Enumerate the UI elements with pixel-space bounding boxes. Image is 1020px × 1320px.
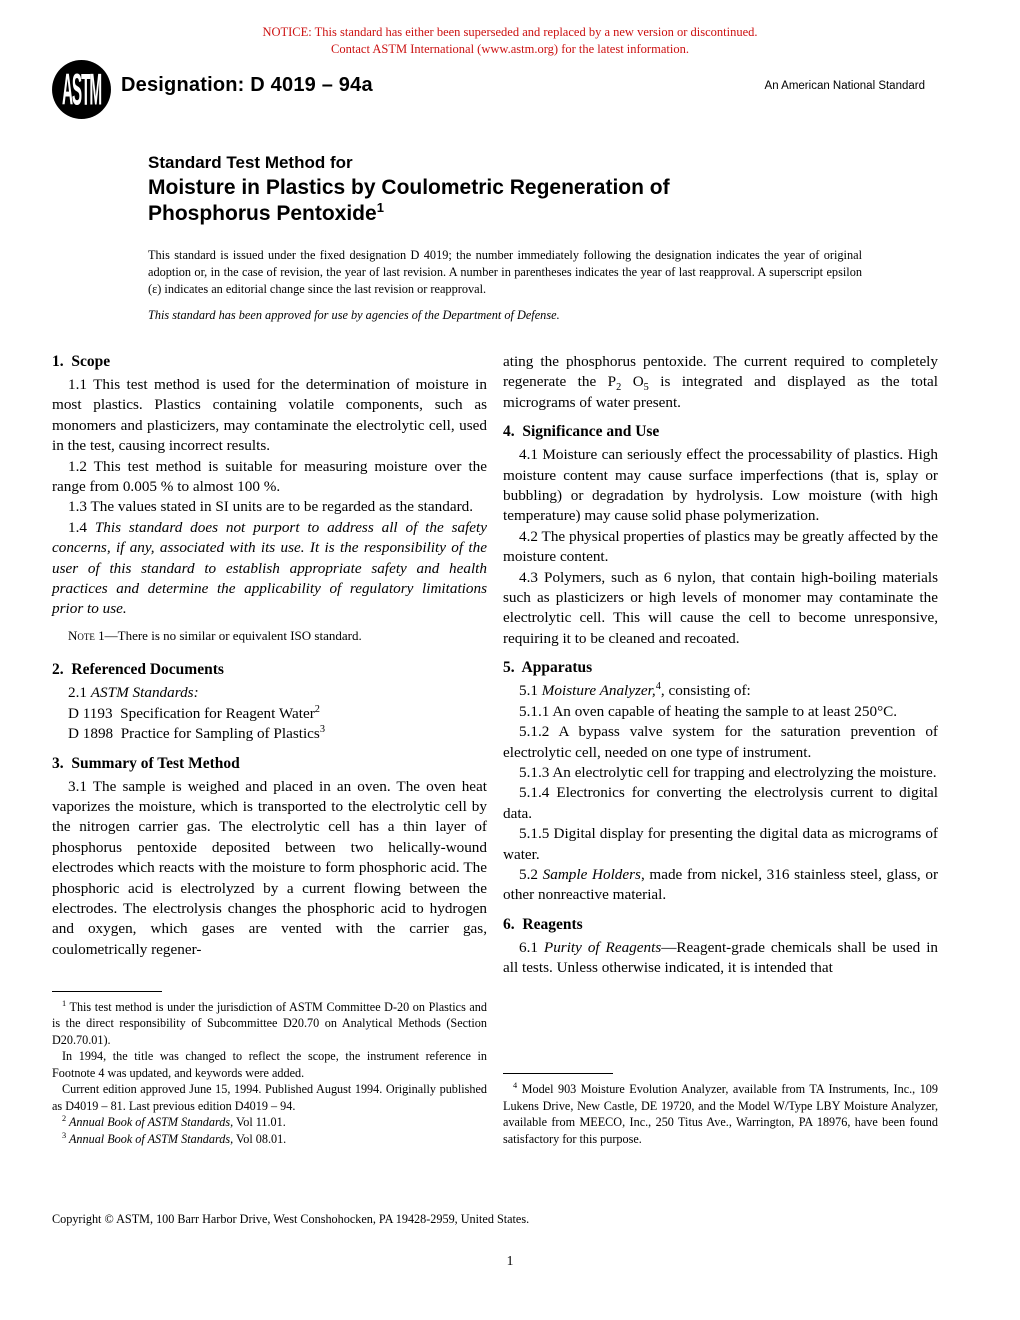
note-1 xyxy=(52,627,487,645)
reference-d1898-footnote-ref: 3 xyxy=(319,724,325,736)
paragraph-1-4-text: This standard does not purport to address all of the safety concerns, if any, associated with its use. It is the responsibility of the user of this standard to establish appropriate safety and health practices and determine the applicability of regulatory limitations prior to use. xyxy=(52,518,487,618)
footnote-separator-right xyxy=(503,1073,613,1074)
footnote-2-marker: 2 xyxy=(62,1113,67,1123)
paragraph-1-1: 1.1 This test method is used for the determination of moisture in most plastics. Plastics containing volatile components, such as monomers and plasticizers, may contaminate the electrolytic cell, used in the test, causing incorrect results. xyxy=(52,376,487,455)
paragraph-5-2-number: 5.2 xyxy=(519,865,543,883)
title-line-1: Standard Test Method for xyxy=(148,153,353,172)
paragraph-5-1-footnote-ref: 4 xyxy=(655,681,661,693)
p2o5-subscript-5: 5 xyxy=(643,382,649,394)
paragraph-4-2: 4.2 The physical properties of plastics may be greatly affected by the moisture content. xyxy=(503,527,938,566)
paragraph-6-1-term: Purity of Reagents xyxy=(543,938,662,956)
paragraph-5-1 xyxy=(503,681,938,701)
title-block xyxy=(148,151,888,227)
continuation-text-pre: ating the phosphorus pentoxide. The current required to completely regenerate the P xyxy=(503,353,938,391)
footnote-1 xyxy=(52,999,487,1049)
document-header xyxy=(50,58,925,121)
right-footnotes xyxy=(503,1073,938,1147)
issuing-statement: This standard is issued under the fixed designation D 4019; the number immediately following the designation indicates the year of original adoption or, in the case of revision, the year of last revision. A number in parentheses indicates the year of last reapproval. A superscript epsilon (ε) indicates an editorial change since the last revision or reapproval. xyxy=(148,248,862,296)
supersession-notice xyxy=(0,24,1020,58)
reference-d1193-text: D 1193 Specification for Reagent Water xyxy=(68,704,315,722)
footnote-4-marker: 4 xyxy=(513,1080,518,1090)
footnote-separator-left xyxy=(52,991,162,992)
footnote-2 xyxy=(52,1114,487,1131)
paragraph-5-2-rest: , made from nickel, 316 stainless steel, glass, or other nonreactive material. xyxy=(503,865,939,904)
paragraph-5-1-3: 5.1.3 An electrolytic cell for trapping and electrolyzing the moisture. xyxy=(519,763,937,781)
section-3-heading: 3. Summary of Test Method xyxy=(52,754,240,772)
paragraph-5-1-number: 5.1 xyxy=(519,682,542,700)
notice-line-1: NOTICE: This standard has either been superseded and replaced by a new version or discontinued. xyxy=(262,25,758,39)
footnote-2-volume: Vol 11.01. xyxy=(233,1115,286,1129)
section-6-heading: 6. Reagents xyxy=(503,915,583,933)
title-footnote-ref: 1 xyxy=(376,200,384,215)
paragraph-1-4-number: 1.4 xyxy=(68,518,95,536)
footnote-3-marker: 3 xyxy=(62,1130,67,1140)
paragraph-5-1-2: 5.1.2 A bypass valve system for the saturation prevention of electrolytic cell, needed on one type of instrument. xyxy=(503,723,938,761)
section-1-heading: 1. Scope xyxy=(52,353,111,370)
svg-text:ASTM: ASTM xyxy=(61,65,102,116)
continuation-text-mid: O xyxy=(621,373,644,391)
reference-d1193-footnote-ref: 2 xyxy=(314,703,320,715)
footnote-1-edition: Current edition approved June 15, 1994. Published August 1994. Originally published as D4019 – 81. Last previous edition D4019 – 94. xyxy=(52,1082,487,1113)
paragraph-3-1-continuation xyxy=(503,352,938,413)
paragraph-4-3: 4.3 Polymers, such as 6 nylon, that contain high-boiling materials such as plasticizers or high levels of monomer may contaminate the electrolytic cell. This will cause the cell to become unresponsive, requiring it to be cleaned and recoated. xyxy=(503,568,938,647)
paragraph-5-2-term: Sample Holders xyxy=(542,865,641,883)
body-columns xyxy=(52,352,938,1147)
notice-line-2: Contact ASTM International (www.astm.org) for the latest information. xyxy=(331,42,689,56)
reference-d1193 xyxy=(52,704,487,724)
paragraph-6-1 xyxy=(503,938,938,979)
paragraph-6-1-number: 6.1 xyxy=(519,938,544,956)
note-1-lead: Note 1— xyxy=(68,627,118,643)
dod-approval-note: This standard has been approved for use by agencies of the Department of Defense. xyxy=(148,308,560,322)
section-4-heading: 4. Significance and Use xyxy=(503,423,660,441)
astm-logo-icon xyxy=(50,58,113,121)
paragraph-1-2: 1.2 This test method is suitable for measuring moisture over the range from 0.005 % to almost 100 %. xyxy=(52,457,487,496)
copyright-line: Copyright © ASTM, 100 Barr Harbor Drive, West Conshohocken, PA 19428-2959, United States. xyxy=(52,1212,530,1226)
paragraph-2-1 xyxy=(52,683,487,703)
reference-d1898-text: D 1898 Practice for Sampling of Plastics xyxy=(68,725,320,743)
paragraph-6-1-rest: —Reagent-grade chemicals shall be used in all tests. Unless otherwise indicated, it is intended that xyxy=(503,938,939,977)
paragraph-1-4 xyxy=(52,518,487,620)
footnote-4 xyxy=(503,1081,938,1147)
footnote-1-text: This test method is under the jurisdiction of ASTM Committee D-20 on Plastics and is the direct responsibility of Subcommittee D20.70 on Analytical Methods (Section D20.70.01). xyxy=(52,999,487,1047)
continuation-text-post: is integrated and displayed as the total micrograms of water present. xyxy=(503,373,939,411)
p2o5-subscript-2: 2 xyxy=(616,382,622,394)
paragraph-1-3: 1.3 The values stated in SI units are to be regarded as the standard. xyxy=(68,498,474,516)
right-column xyxy=(503,352,938,1147)
paragraph-5-1-1: 5.1.1 An oven capable of heating the sample to at least 250°C. xyxy=(519,702,898,720)
paragraph-5-1-term: Moisture Analyzer, xyxy=(541,682,656,700)
left-footnotes xyxy=(52,991,487,1148)
paragraph-5-2 xyxy=(503,865,938,906)
footnote-3-volume: Vol 08.01. xyxy=(233,1131,287,1146)
reference-d1898 xyxy=(52,724,487,744)
paragraph-4-1: 4.1 Moisture can seriously effect the processability of plastics. High moisture content may cause surface imperfections (that is, splay or bubbling) or degradation by hydrolysis. Low moisture (with high temperature) may cause solid phase polymerization. xyxy=(503,446,938,525)
left-column xyxy=(52,352,487,1147)
footnote-4-text: Model 903 Moisture Evolution Analyzer, available from TA Instruments, Inc., 109 Lukens Drive, New Castle, DE 19720, and the Model W/Type LBY Moisture Analyzer, available from MEECO, Inc., 250 Titus Ave., Warrington, PA 18976, have been found satisfactory for this purpose. xyxy=(503,1082,938,1146)
page-number: 1 xyxy=(506,1253,514,1268)
footnote-3 xyxy=(52,1131,487,1148)
footnote-1-history: In 1994, the title was changed to reflect the scope, the instrument reference in Footnote 4 was updated, and keywords were added. xyxy=(52,1049,487,1080)
paragraph-2-1-number: 2.1 xyxy=(68,684,91,702)
note-1-text: There is no similar or equivalent ISO standard. xyxy=(117,627,362,643)
designation-label: Designation: D 4019 – 94a xyxy=(121,74,373,96)
footnote-3-source: Annual Book of ASTM Standards, xyxy=(66,1131,234,1146)
national-standard-label: An American National Standard xyxy=(764,80,925,92)
section-5-heading: 5. Apparatus xyxy=(503,659,593,677)
title-line-3 xyxy=(148,201,888,227)
footnote-2-source: Annual Book of ASTM Standards, xyxy=(66,1115,234,1129)
paragraph-5-1-5: 5.1.5 Digital display for presenting the digital data as micrograms of water. xyxy=(503,825,938,863)
section-2-heading: 2. Referenced Documents xyxy=(52,661,224,679)
footnote-1-marker: 1 xyxy=(62,998,67,1008)
paragraph-5-1-4: 5.1.4 Electronics for converting the electrolysis current to digital data. xyxy=(503,784,938,822)
paragraph-5-1-rest: , consisting of: xyxy=(660,682,751,700)
title-line-3-text: Phosphorus Pentoxide xyxy=(148,202,377,225)
paragraph-3-1: 3.1 The sample is weighed and placed in an oven. The oven heat vaporizes the moisture, which is transported to the electrolytic cell by the nitrogen carrier gas. The electrolytic cell has a thin layer of phosphorus pentoxide deposited between two helically-wound electrodes which reacts with the moisture to form phosphoric acid. The phosphoric acid is electrolyzed by a current flowing between the electrodes. The electrolysis changes the phosphoric acid to hydrogen and oxygen, which gases are vented with the carrier gas, coulometrically regener- xyxy=(52,777,487,958)
title-line-2: Moisture in Plastics by Coulometric Regeneration of xyxy=(148,176,670,199)
paragraph-2-1-text: ASTM Standards: xyxy=(90,684,199,702)
